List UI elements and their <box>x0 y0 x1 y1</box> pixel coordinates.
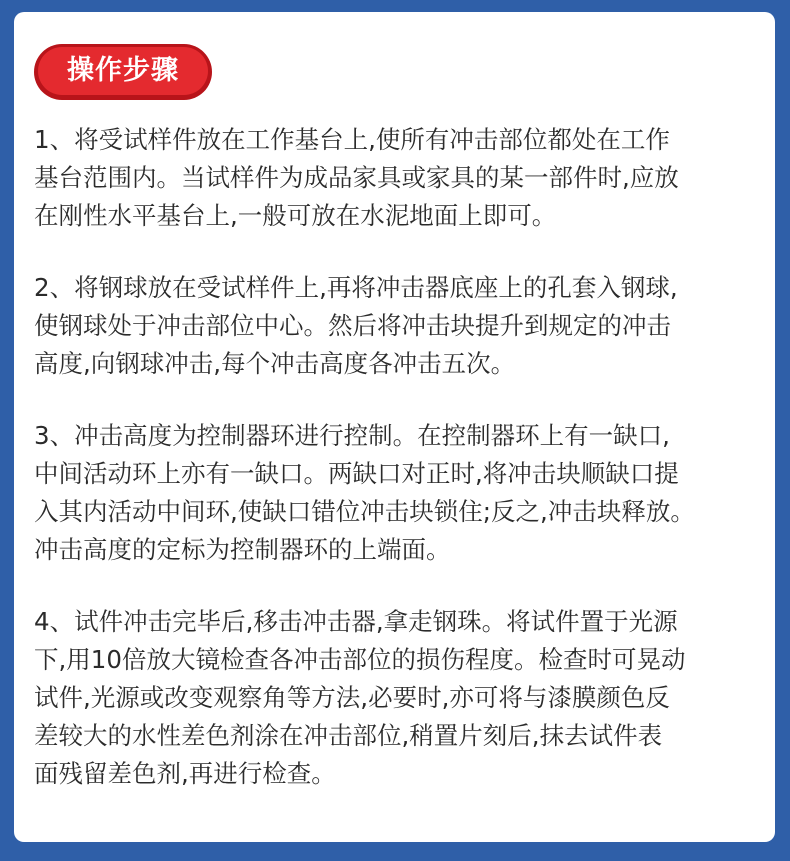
step-2-line-2: 使钢球处于冲击部位中心。然后将冲击块提升到规定的冲击 <box>34 311 671 340</box>
section-title: 操作步骤 <box>38 47 208 95</box>
step-2-paragraph <box>34 269 770 383</box>
step-3-line-3: 入其内活动中间环,使缺口错位冲击块锁住;反之,冲击块释放。 <box>34 497 695 526</box>
step-4-line-4: 差较大的水性差色剂涂在冲击部位,稍置片刻后,抹去试件表 <box>34 721 663 750</box>
step-1-line-1: 1、将受试样件放在工作基台上,使所有冲击部位都处在工作 <box>34 125 670 154</box>
step-2-line-1: 2、将钢球放在受试样件上,再将冲击器底座上的孔套入钢球, <box>34 273 678 302</box>
step-2-line-3: 高度,向钢球冲击,每个冲击高度各冲击五次。 <box>34 349 516 378</box>
step-4-line-2: 下,用10倍放大镜检查各冲击部位的损伤程度。检查时可晃动 <box>34 645 686 674</box>
step-1-paragraph <box>34 121 770 235</box>
step-3-line-1: 3、冲击高度为控制器环进行控制。在控制器环上有一缺口, <box>34 421 670 450</box>
step-3-line-4: 冲击高度的定标为控制器环的上端面。 <box>34 535 451 564</box>
step-4-line-3: 试件,光源或改变观察角等方法,必要时,亦可将与漆膜颜色反 <box>34 683 670 712</box>
step-4-paragraph <box>34 603 770 793</box>
step-4-line-5: 面残留差色剂,再进行检查。 <box>34 759 336 788</box>
step-3-line-2: 中间活动环上亦有一缺口。两缺口对正时,将冲击块顺缺口提 <box>34 459 679 488</box>
step-3-paragraph <box>34 417 770 569</box>
section-title-badge <box>34 44 212 100</box>
step-1-line-3: 在刚性水平基台上,一般可放在水泥地面上即可。 <box>34 201 557 230</box>
step-1-line-2: 基台范围内。当试样件为成品家具或家具的某一部件时,应放 <box>34 163 679 192</box>
step-4-line-1: 4、试件冲击完毕后,移击冲击器,拿走钢珠。将试件置于光源 <box>34 607 678 636</box>
